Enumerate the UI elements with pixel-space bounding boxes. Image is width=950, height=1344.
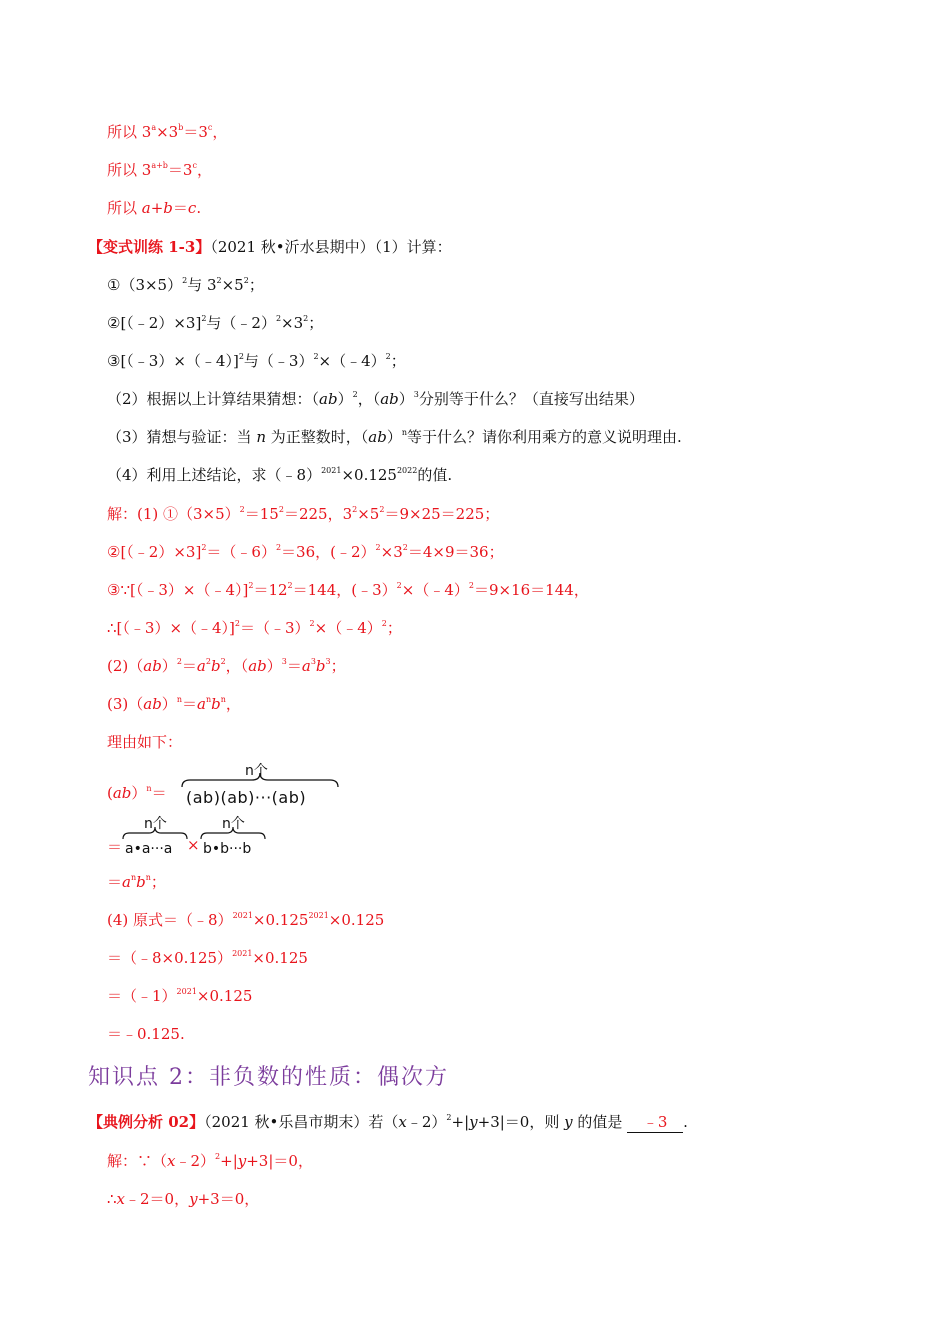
solution-line: $③\because[(﹣3)\times(﹣4)]^2=12^2=144$，(﹣3）$^2$×（﹣4）$^2$＝9×16＝144， (107, 581, 589, 599)
formula-line: (ab）$^n$＝ (107, 784, 167, 802)
solution-line: 解：(1) $①(3\times 5)^2=15^2=225$，$3^2\times 5^2=9\times 25=225$； (107, 505, 500, 523)
solution-line: 所以 $3^a\times 3^b=3^c$， (107, 123, 228, 141)
question-item: ③[（﹣3）×（﹣4）]$^2$与（﹣3）$^2$×（﹣4）$^2$； (107, 352, 406, 370)
overbrace-b (200, 813, 266, 861)
solution-line: ＝（﹣8×0.125）$^{2021}$×0.125 (107, 949, 308, 967)
solution-line: ＝﹣0.125. (107, 1025, 185, 1043)
brace-expression: b•b···b (203, 841, 252, 857)
overbrace-a (122, 813, 188, 861)
question-item: $①(3\times 5)^2$与 $3^2\times 5^2$； (107, 276, 264, 294)
brace-label: n个 (144, 816, 167, 832)
example-tag: 【典例分析 02】 (88, 1113, 205, 1131)
exercise-tag: 【变式训练 1-3】 (88, 238, 211, 256)
section-heading: 知识点 2：非负数的性质：偶次方 (88, 1065, 449, 1090)
solution-line: ∴[（﹣3）×（﹣4）]$^2$＝（﹣3）$^2$×（﹣4）$^2$； (107, 619, 402, 637)
example-header: 【典例分析 02】（2021 秋•乐昌市期末）若（x﹣2）$^2$+|y+3|＝0，则 y 的值是 ﹣3 . (88, 1113, 688, 1131)
exercise-header (88, 237, 452, 257)
solution-line: 解：∵（x﹣2）$^2$+|y+3|＝0， (107, 1152, 313, 1170)
solution-line: $=a^nb^n$； (107, 873, 166, 891)
question-part: （4）利用上述结论，求$(﹣8)^{2021}\times 0.125^{2022}$的值. (107, 466, 453, 484)
solution-line: 所以 a+b＝c. (107, 199, 202, 217)
answer-blank: ﹣3 (627, 1112, 683, 1133)
times-sign: × (187, 836, 200, 854)
solution-line: $(2)(ab)^2=a^2b^2$，$(ab)^3=a^3b^3$； (107, 657, 346, 675)
overbrace-ab (180, 760, 340, 810)
brace-expression: a•a···a (125, 841, 173, 857)
brace-label: n个 (222, 816, 245, 832)
solution-line: 理由如下： (107, 733, 183, 751)
solution-line: ∴x﹣2＝0，y+3＝0， (107, 1190, 260, 1208)
solution-line: $(3)(ab)^n=a^nb^n$， (107, 695, 241, 713)
question-part: （3）猜想与验证：当 n 为正整数时，（ab）$^n$等于什么？请你利用乘方的意义说明理由. (107, 428, 682, 446)
exercise-source: （2021 秋•沂水县期中）（1）计算： (210, 238, 452, 256)
question-part: （2）根据以上计算结果猜想：（ab）$^2$，（ab）$^3$分别等于什么？（直接写出结果） (107, 390, 644, 408)
question-item: ②[（﹣2）×3]$^2$与$(﹣2)^2\times 3^2$； (107, 314, 324, 332)
brace-expression: (ab)(ab)···(ab) (186, 788, 307, 807)
solution-line: (4) 原式$=(﹣8)^{2021}\times 0.125^{2021}\times 0.125$ (107, 911, 385, 929)
solution-line: 所以 $3^{a+b}=3^c$， (107, 161, 212, 179)
solution-line: ＝（﹣1）$^{2021}$×0.125 (107, 987, 253, 1005)
brace-label: n个 (245, 763, 268, 779)
formula-line: ＝ (107, 838, 123, 856)
solution-line: ②[（﹣2）×3]$^2$＝（﹣6）$^2$＝36，$(﹣2)^2\times 3^2=4\times 9=36$； (107, 543, 504, 561)
